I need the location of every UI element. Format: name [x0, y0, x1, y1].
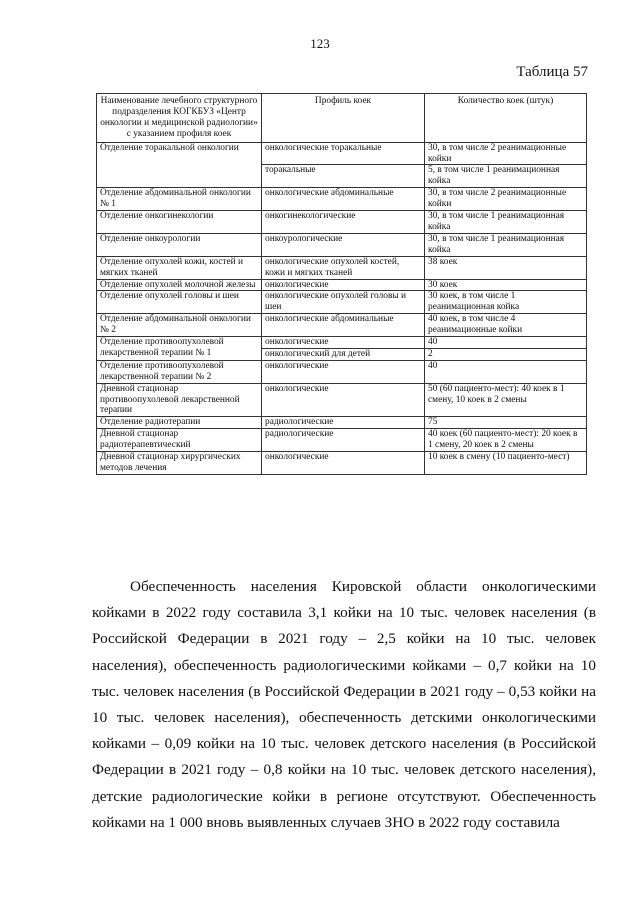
cell-count: 30 коек — [425, 279, 587, 291]
cell-department: Дневной стационар радиотерапевтический — [97, 429, 262, 452]
cell-profile: онкологические — [262, 383, 425, 417]
table-row — [97, 211, 587, 234]
cell-profile: онкологические опухолей головы и шеи — [262, 291, 425, 314]
cell-profile: онкогинекологические — [262, 211, 425, 234]
cell-profile: онкоурологические — [262, 233, 425, 256]
table-row — [97, 233, 587, 256]
body-paragraph: Обеспеченность населения Кировской области онкологическими койками в 2022 году составила 3,1 койки на 10 тыс. человек населения (в Российской Федерации в 2021 году – 2,5 койки на 10 тыс. человек населения), обеспеченность радиологическими койками – 0,7 койки на 10 тыс. человек населения (в Российской Федерации в 2021 году – 0,53 койки на 10 тыс. человек населения), обеспеченность детскими онкологическими койками – 0,09 койки на 10 тыс. человек детского населения (в Российской Федерации в 2021 году – 0,8 койки на 10 тыс. человек детского населения), детские радиологические койки в регионе отсутствуют. Обеспеченность койками на 1 000 вновь выявленных случаев ЗНО в 2022 году составила — [92, 578, 596, 831]
cell-profile: онкологические — [262, 337, 425, 349]
cell-department: Отделение онкогинекологии — [97, 211, 262, 234]
cell-count: 5, в том числе 1 реанимационная койка — [425, 165, 587, 188]
cell-count: 40 — [425, 337, 587, 349]
header-department: Наименование лечебного структурного подразделения КОГКБУЗ «Центр онкологии и медицинской радиологии» с указанием профиля коек — [97, 94, 262, 143]
table-row — [97, 337, 587, 349]
cell-count: 40 коек (60 пациенто-мест): 20 коек в 1 смену, 20 коек в 2 смены — [425, 429, 587, 452]
table-caption: Таблица 57 — [516, 64, 588, 80]
table-row — [97, 429, 587, 452]
cell-count: 30 коек, в том числе 1 реанимационная койка — [425, 291, 587, 314]
beds-table — [96, 93, 587, 475]
table-row — [97, 417, 587, 429]
cell-count: 30, в том числе 2 реанимационные койки — [425, 142, 587, 165]
cell-department: Отделение торакальной онкологии — [97, 142, 262, 188]
cell-profile: онкологические — [262, 279, 425, 291]
cell-count: 10 коек в смену (10 пациенто-мест) — [425, 452, 587, 475]
cell-profile: онкологические — [262, 360, 425, 383]
cell-department: Отделение опухолей молочной железы — [97, 279, 262, 291]
cell-count: 38 коек — [425, 256, 587, 279]
table-row — [97, 142, 587, 165]
table-row — [97, 383, 587, 417]
cell-count: 75 — [425, 417, 587, 429]
cell-count: 40 — [425, 360, 587, 383]
cell-count: 50 (60 пациенто-мест): 40 коек в 1 смену, 10 коек в 2 смены — [425, 383, 587, 417]
cell-department: Отделение противоопухолевой лекарственной терапии № 1 — [97, 337, 262, 361]
cell-count: 30, в том числе 1 реанимационная койка — [425, 233, 587, 256]
cell-profile: торакальные — [262, 165, 425, 188]
table-row — [97, 256, 587, 279]
table-row — [97, 314, 587, 337]
cell-profile: радиологические — [262, 429, 425, 452]
header-profile: Профиль коек — [262, 94, 425, 143]
cell-profile: онкологический для детей — [262, 348, 425, 360]
cell-department: Отделение абдоминальной онкологии № 2 — [97, 314, 262, 337]
cell-department: Дневной стационар противоопухолевой лекарственной терапии — [97, 383, 262, 417]
cell-department: Отделение опухолей кожи, костей и мягких тканей — [97, 256, 262, 279]
cell-department: Отделение опухолей головы и шеи — [97, 291, 262, 314]
cell-count: 30, в том числе 1 реанимационная койка — [425, 211, 587, 234]
cell-department: Отделение абдоминальной онкологии № 1 — [97, 188, 262, 211]
header-count: Количество коек (штук) — [425, 94, 587, 143]
cell-profile: онкологические абдоминальные — [262, 188, 425, 211]
cell-department: Дневной стационар хирургических методов лечения — [97, 452, 262, 475]
table-row — [97, 188, 587, 211]
cell-department: Отделение противоопухолевой лекарственной терапии № 2 — [97, 360, 262, 383]
page-number: 123 — [310, 36, 330, 51]
cell-profile: радиологические — [262, 417, 425, 429]
cell-profile: онкологические абдоминальные — [262, 314, 425, 337]
table-header-row — [97, 94, 587, 143]
cell-profile: онкологические опухолей костей, кожи и мягких тканей — [262, 256, 425, 279]
table-row — [97, 291, 587, 314]
cell-department: Отделение радиотерапии — [97, 417, 262, 429]
cell-profile: онкологические — [262, 452, 425, 475]
table-row — [97, 452, 587, 475]
body-text — [92, 574, 596, 836]
cell-count: 40 коек, в том числе 4 реанимационные койки — [425, 314, 587, 337]
cell-count: 2 — [425, 348, 587, 360]
cell-department: Отделение онкоурологии — [97, 233, 262, 256]
cell-profile: онкологические торакальные — [262, 142, 425, 165]
table-row — [97, 360, 587, 383]
table-row — [97, 279, 587, 291]
cell-count: 30, в том числе 2 реанимационные койки — [425, 188, 587, 211]
